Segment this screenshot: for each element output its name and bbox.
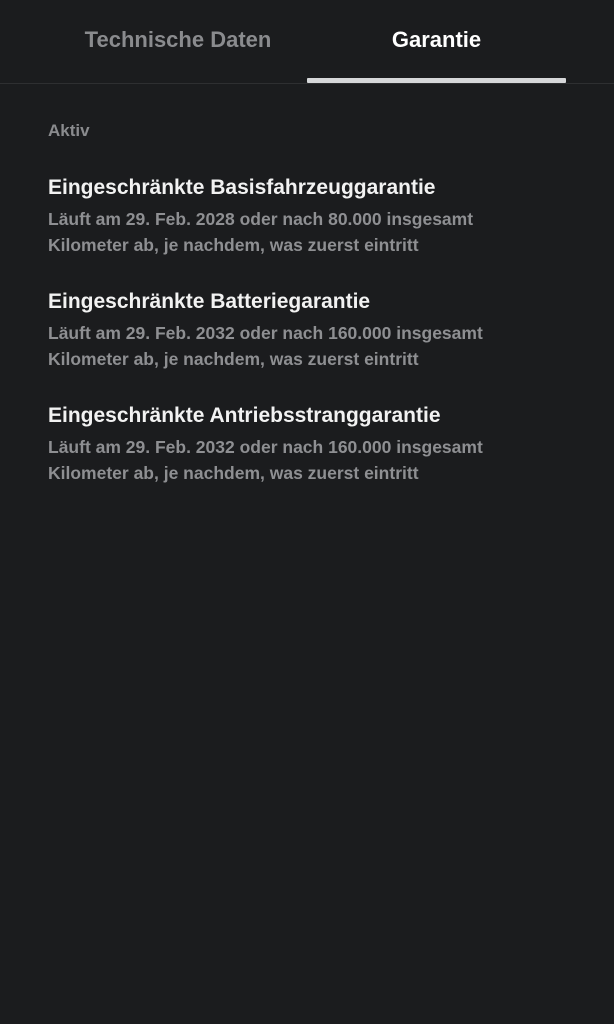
section-label-active: Aktiv <box>48 121 90 140</box>
warranty-description: Läuft am 29. Feb. 2032 oder nach 160.000 insgesamt Kilometer ab, je nachdem, was zuerst eintritt <box>48 323 483 369</box>
warranty-item-powertrain <box>48 402 566 486</box>
tab-technical-data[interactable] <box>48 0 308 80</box>
warranty-item-battery <box>48 288 566 372</box>
tab-bar <box>0 0 614 84</box>
warranty-title: Eingeschränkte Antriebsstranggarantie <box>48 404 441 427</box>
warranty-title: Eingeschränkte Basisfahrzeuggarantie <box>48 176 436 199</box>
tab-warranty[interactable] <box>307 0 566 80</box>
warranty-description: Läuft am 29. Feb. 2028 oder nach 80.000 insgesamt Kilometer ab, je nachdem, was zuerst eintritt <box>48 209 474 255</box>
warranty-description: Läuft am 29. Feb. 2032 oder nach 160.000 insgesamt Kilometer ab, je nachdem, was zuerst eintritt <box>48 437 483 483</box>
tab-warranty-label: Garantie <box>391 27 482 52</box>
tab-technical-data-label: Technische Daten <box>84 27 272 52</box>
warranty-title: Eingeschränkte Batteriegarantie <box>48 290 371 313</box>
warranty-content <box>0 84 614 486</box>
active-tab-indicator <box>307 78 566 83</box>
warranty-item-basic <box>48 174 566 258</box>
